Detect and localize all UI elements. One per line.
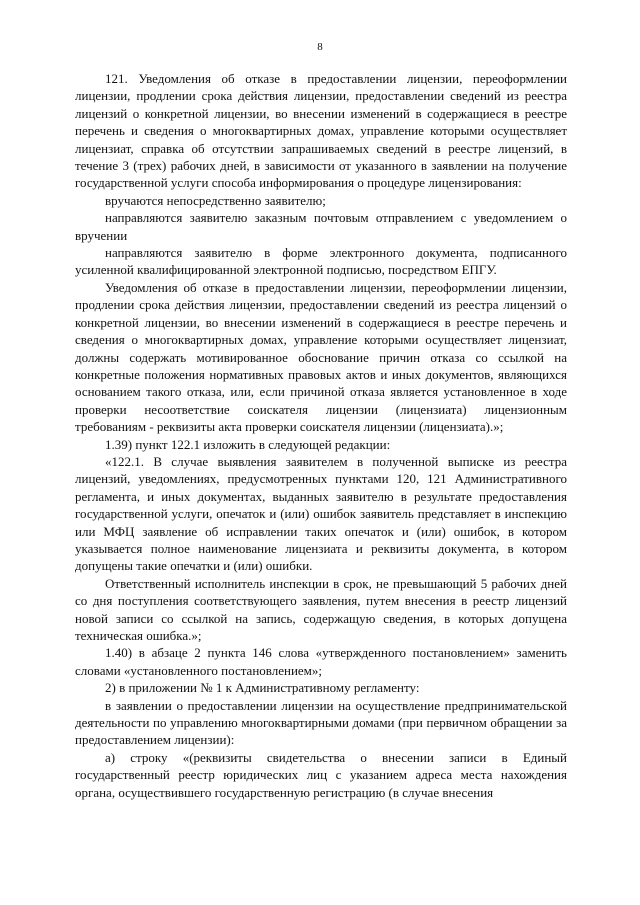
paragraph: вручаются непосредственно заявителю; <box>105 192 326 208</box>
document-body <box>75 70 567 801</box>
paragraph: 2) в приложении № 1 к Административному регламенту: <box>105 680 420 696</box>
paragraph: 1.40) в абзаце 2 пункта 146 слова «утвержденного постановлением» заменить словами «установленного постановлением»; <box>75 645 567 678</box>
page-number: 8 <box>317 41 323 53</box>
paragraph: Уведомления об отказе в предоставлении лицензии, переоформлении лицензии, продлении срока действия лицензии, предоставлении сведений из реестра лицензий о конкретной лицензии, во внесении изменений в содержащиеся в реестре перечень и сведения о многоквартирных домах, управление которыми осуществляет лицензиат, должны содержать мотивированное обоснование причин отказа со ссылкой на конкретные положения нормативных правовых актов и иных документов, являющихся основанием такого отказа, или, если причиной отказа является установленное в ходе проверки несоответствие соискателя лицензии (лицензиата) лицензионным требованиям - реквизиты акта проверки соискателя лицензии (лицензиата).»; <box>75 279 567 435</box>
paragraph: направляются заявителю заказным почтовым отправлением с уведомлением о вручении <box>75 210 567 243</box>
paragraph: 1.39) пункт 122.1 изложить в следующей редакции: <box>105 436 391 452</box>
paragraph: «122.1. В случае выявления заявителем в полученной выписке из реестра лицензий, уведомлениях, предусмотренных пунктами 120, 121 Административного регламента, и иных документах, выданных заявителю в результате предоставления государственной услуги, опечаток и (или) ошибок заявитель представляет в инспекцию или МФЦ заявление об исправлении таких опечаток и (или) ошибок, в котором указывается полное наименование лицензиата и реквизиты документа, в котором допущены такие опечатки и (или) ошибки. <box>75 453 567 574</box>
paragraph: направляются заявителю в форме электронного документа, подписанного усиленной квалифицированной электронной подписью, посредством ЕПГУ. <box>75 245 567 278</box>
paragraph: Ответственный исполнитель инспекции в срок, не превышающий 5 рабочих дней со дня поступления соответствующего заявления, путем внесения в реестр лицензий новой записи со ссылкой на запись, содержащую сведения, в которых допущена техническая ошибка.»; <box>75 575 567 643</box>
paragraph: 121. Уведомления об отказе в предоставлении лицензии, переоформлении лицензии, продлении срока действия лицензии, предоставлении сведений из реестра лицензий о конкретной лицензии, во внесении изменений в содержащиеся в реестре перечень и сведения о многоквартирных домах, управление которыми осуществляет лицензиат, справка об отсутствии запрашиваемых сведений в реестре лицензий, в течение 3 (трех) рабочих дней, в зависимости от указанного в заявлении на получение государственной услуги способа информирования о процедуре лицензирования: <box>75 71 567 191</box>
paragraph: в заявлении о предоставлении лицензии на осуществление предпринимательской деятельности по управлению многоквартирными домами (при первичном обращении за предоставлением лицензии): <box>75 697 567 748</box>
paragraph: а) строку «(реквизиты свидетельства о внесении записи в Единый государственный реестр юридических лиц с указанием адреса места нахождения органа, осуществившего государственную регистрацию (в случае внесения <box>75 749 567 800</box>
